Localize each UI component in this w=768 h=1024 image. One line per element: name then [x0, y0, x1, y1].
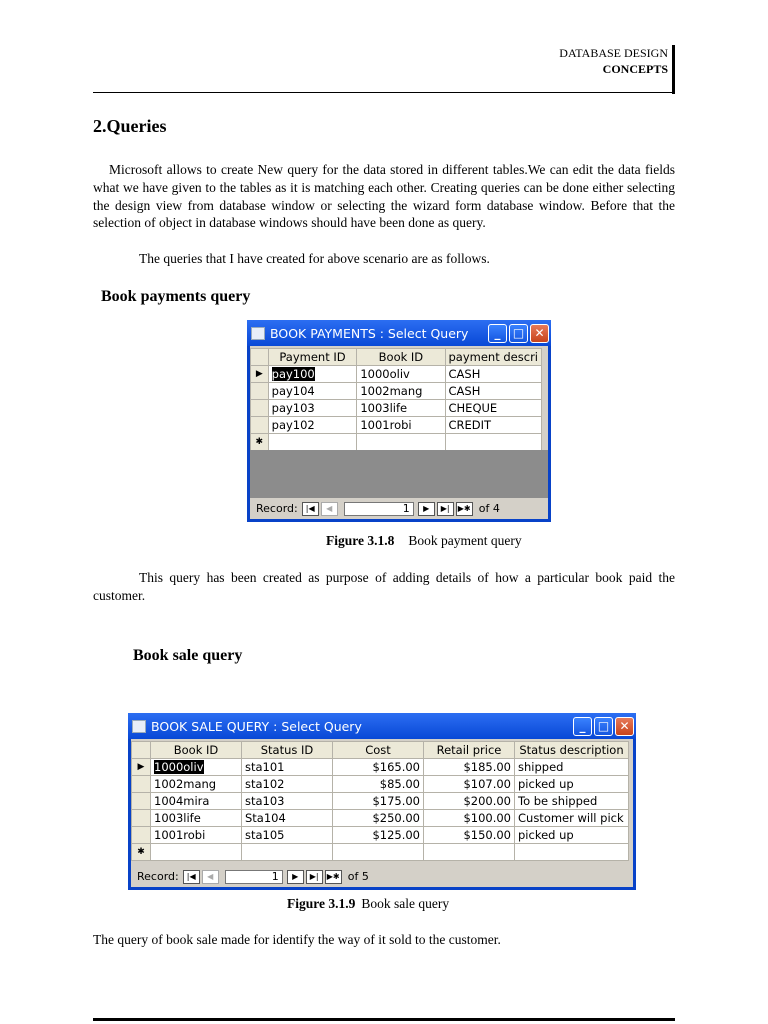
current-row-icon[interactable]: ▶	[132, 759, 151, 776]
table-cell[interactable]: $150.00	[424, 827, 515, 844]
header-text	[559, 45, 668, 77]
record-total: of 5	[347, 870, 369, 883]
record-label: Record:	[256, 502, 298, 515]
figure-label: Figure 3.1.9	[287, 896, 356, 911]
payments-window-title: BOOK PAYMENTS : Select Query	[270, 325, 469, 341]
table-cell[interactable]: $100.00	[424, 810, 515, 827]
table-cell[interactable]	[268, 366, 357, 383]
payments-record-navigator	[250, 498, 548, 519]
selected-cell-text: 1000oliv	[154, 760, 204, 774]
col-header[interactable]: Book ID	[151, 742, 242, 759]
col-header[interactable]: Retail price	[424, 742, 515, 759]
table-cell[interactable]: CREDIT	[445, 417, 542, 434]
last-record-icon[interactable]: ▶|	[437, 502, 454, 516]
table-cell[interactable]: CHEQUE	[445, 400, 542, 417]
figure-label: Figure 3.1.8	[326, 533, 395, 548]
previous-record-icon[interactable]: ◀	[321, 502, 338, 516]
table-cell[interactable]: To be shipped	[515, 793, 629, 810]
table-cell[interactable]: sta103	[242, 793, 333, 810]
next-record-icon[interactable]: ▶	[287, 870, 304, 884]
table-cell[interactable]: 1002mang	[357, 383, 445, 400]
query-window-icon	[251, 327, 265, 340]
col-header[interactable]: Status ID	[242, 742, 333, 759]
sale-header-row	[132, 742, 629, 759]
table-cell[interactable]	[445, 434, 542, 451]
col-header[interactable]: Payment ID	[268, 349, 357, 366]
header-line1: DATABASE DESIGN	[559, 46, 668, 60]
footer-rule	[93, 1018, 675, 1021]
table-cell[interactable]: $125.00	[333, 827, 424, 844]
table-cell[interactable]: 1000oliv	[357, 366, 445, 383]
col-header[interactable]: payment descri	[445, 349, 542, 366]
table-cell[interactable]: 1002mang	[151, 776, 242, 793]
table-row[interactable]	[132, 776, 629, 793]
table-cell[interactable]: 1001robi	[151, 827, 242, 844]
sale-window-title: BOOK SALE QUERY : Select Query	[151, 718, 362, 734]
table-cell[interactable]	[424, 844, 515, 861]
table-cell[interactable]: 1003life	[151, 810, 242, 827]
next-record-icon[interactable]: ▶	[418, 502, 435, 516]
table-cell[interactable]: pay104	[268, 383, 357, 400]
minimize-icon[interactable]: _	[488, 324, 507, 343]
table-cell[interactable]: 1004mira	[151, 793, 242, 810]
header-line2: CONCEPTS	[602, 62, 668, 76]
new-record-nav-icon[interactable]: ▶✱	[325, 870, 342, 884]
new-record-row[interactable]	[132, 844, 629, 861]
figure-caption-text: Book payment query	[408, 533, 522, 548]
row-selector[interactable]	[251, 417, 269, 434]
record-total: of 4	[478, 502, 500, 515]
table-cell[interactable]: $165.00	[333, 759, 424, 776]
close-icon[interactable]: ✕	[615, 717, 634, 736]
payments-datasheet[interactable]	[250, 348, 542, 451]
table-row[interactable]	[132, 793, 629, 810]
table-cell[interactable]: $85.00	[333, 776, 424, 793]
sale-titlebar[interactable]	[128, 713, 636, 739]
table-row[interactable]	[132, 759, 629, 776]
sale-description: The query of book sale made for identify the way of it sold to the customer.	[93, 932, 501, 947]
record-label: Record:	[137, 870, 179, 883]
minimize-icon[interactable]: _	[573, 717, 592, 736]
payments-titlebar[interactable]	[247, 320, 551, 346]
table-row[interactable]	[132, 827, 629, 844]
table-cell[interactable]: CASH	[445, 366, 542, 383]
table-row[interactable]	[251, 383, 542, 400]
row-selector-header	[132, 742, 151, 759]
col-header[interactable]: Status description	[515, 742, 629, 759]
figure-caption-text: Book sale query	[361, 896, 450, 911]
payments-query-window[interactable]	[247, 320, 551, 522]
previous-record-icon[interactable]: ◀	[202, 870, 219, 884]
table-cell[interactable]	[242, 844, 333, 861]
first-record-icon[interactable]: |◀	[183, 870, 200, 884]
payments-header-row	[251, 349, 542, 366]
row-selector[interactable]	[251, 383, 269, 400]
table-cell[interactable]: sta101	[242, 759, 333, 776]
col-header[interactable]: Cost	[333, 742, 424, 759]
row-selector[interactable]	[251, 400, 269, 417]
table-cell[interactable]: $185.00	[424, 759, 515, 776]
col-header[interactable]: Book ID	[357, 349, 445, 366]
new-record-row[interactable]	[251, 434, 542, 451]
sale-heading: Book sale query	[133, 647, 243, 664]
section-title: 2.Queries	[93, 116, 167, 136]
sale-figure-caption	[287, 896, 449, 912]
table-cell[interactable]: $107.00	[424, 776, 515, 793]
sale-record-navigator	[131, 866, 633, 887]
sale-datasheet[interactable]	[131, 741, 629, 861]
table-row[interactable]	[251, 417, 542, 434]
table-cell[interactable]: 1003life	[357, 400, 445, 417]
maximize-icon[interactable]: □	[594, 717, 613, 736]
table-cell[interactable]: sta102	[242, 776, 333, 793]
table-cell[interactable]: CASH	[445, 383, 542, 400]
last-record-icon[interactable]: ▶|	[306, 870, 323, 884]
maximize-icon[interactable]: □	[509, 324, 528, 343]
close-icon[interactable]: ✕	[530, 324, 549, 343]
table-cell[interactable]: pay102	[268, 417, 357, 434]
table-cell[interactable]: shipped	[515, 759, 629, 776]
header-bar	[672, 45, 675, 94]
table-cell[interactable]: picked up	[515, 776, 629, 793]
datasheet-empty-area	[250, 450, 548, 498]
table-cell[interactable]	[515, 844, 629, 861]
table-cell[interactable]	[151, 844, 242, 861]
first-record-icon[interactable]: |◀	[302, 502, 319, 516]
table-cell[interactable]: Customer will pick	[515, 810, 629, 827]
header-rule	[93, 92, 675, 93]
payments-heading: Book payments query	[101, 288, 251, 305]
new-record-icon[interactable]: ✱	[251, 434, 269, 451]
intro-paragraph-2: The queries that I have created for above scenario are as follows.	[139, 251, 490, 266]
sale-query-window[interactable]	[128, 713, 636, 890]
row-selector[interactable]	[132, 810, 151, 827]
table-cell[interactable]: $250.00	[333, 810, 424, 827]
table-cell[interactable]	[333, 844, 424, 861]
table-cell[interactable]: $200.00	[424, 793, 515, 810]
table-cell[interactable]: Sta104	[242, 810, 333, 827]
table-cell[interactable]: 1001robi	[357, 417, 445, 434]
new-record-icon[interactable]: ✱	[132, 844, 151, 861]
query-window-icon	[132, 720, 146, 733]
payments-figure-caption	[326, 533, 522, 549]
record-number-input[interactable]: 1	[225, 870, 283, 884]
table-cell[interactable]	[357, 434, 445, 451]
record-number-input[interactable]: 1	[344, 502, 414, 516]
table-cell[interactable]: sta105	[242, 827, 333, 844]
row-selector-header	[251, 349, 269, 366]
table-cell[interactable]	[151, 759, 242, 776]
payments-description: This query has been created as purpose of adding details of how a particular book paid the customer.	[93, 570, 675, 603]
intro-paragraph: Microsoft allows to create New query for the data stored in different tables.We can edit the data fields what we have given to the tables as it is matching each other. Creating queries can be done either selecting the design view from database window or selecting the wizard form database window. Before that the selection of object in database windows should have been done as query.	[93, 162, 675, 231]
selected-cell-text: pay100	[271, 367, 315, 381]
table-row[interactable]	[132, 810, 629, 827]
row-selector[interactable]	[132, 776, 151, 793]
table-cell[interactable]: $175.00	[333, 793, 424, 810]
table-row[interactable]	[251, 400, 542, 417]
table-cell[interactable]: pay103	[268, 400, 357, 417]
row-selector[interactable]	[132, 793, 151, 810]
new-record-nav-icon[interactable]: ▶✱	[456, 502, 473, 516]
table-cell[interactable]: picked up	[515, 827, 629, 844]
table-cell[interactable]	[268, 434, 357, 451]
row-selector[interactable]	[132, 827, 151, 844]
table-row[interactable]	[251, 366, 542, 383]
current-row-icon[interactable]: ▶	[251, 366, 269, 383]
